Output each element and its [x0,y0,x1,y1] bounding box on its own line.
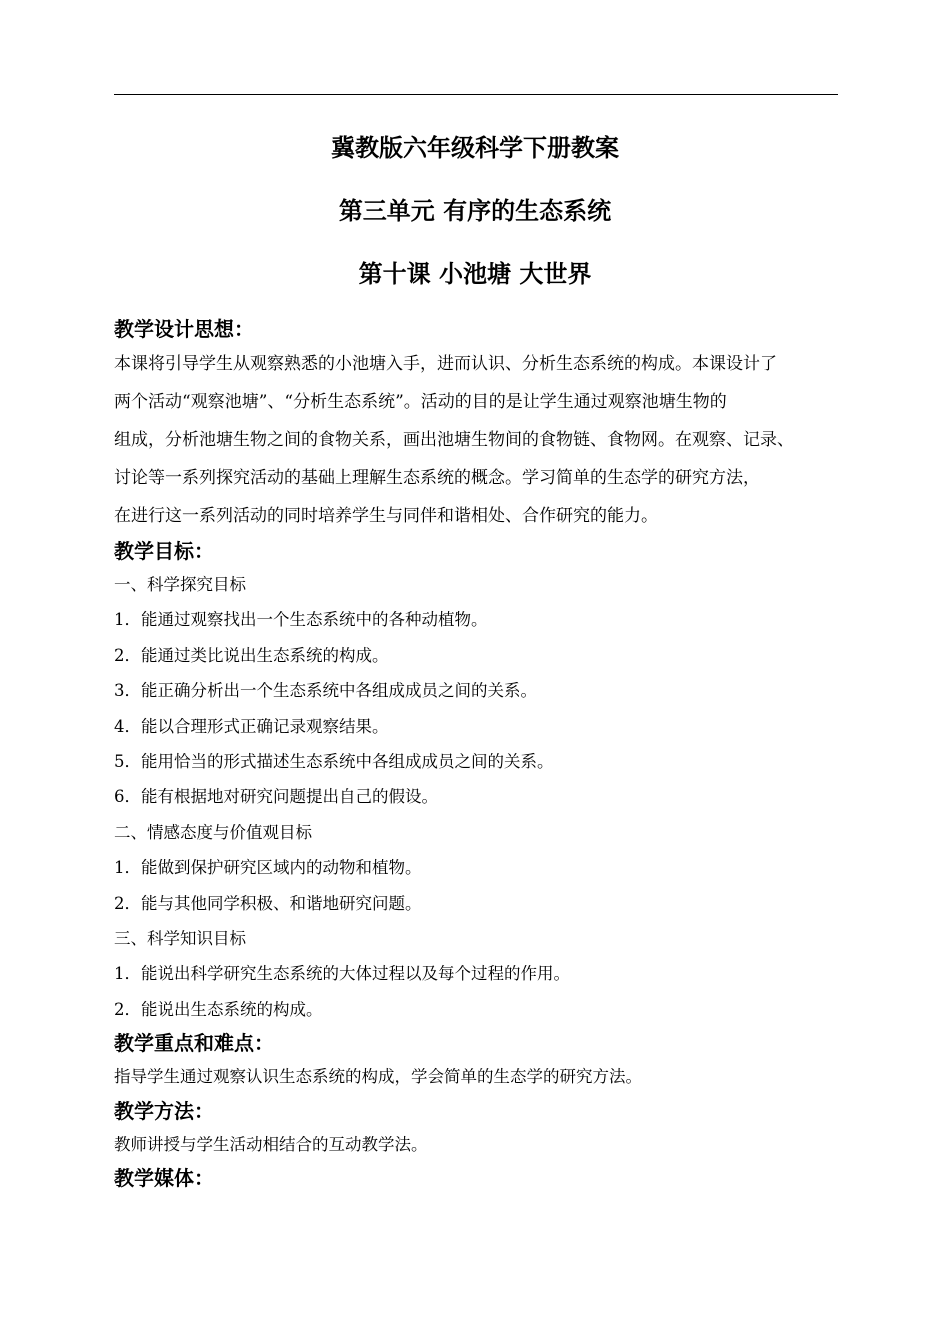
objective-category: 二、情感态度与价值观目标 [114,822,312,842]
key-points-text: 指导学生通过观察认识生态系统的构成，学会简单的生态学的研究方法。 [114,1067,642,1087]
objective-item: 2．能说出生态系统的构成。 [114,999,323,1019]
key-points-body [114,1059,838,1094]
objective-category: 三、科学知识目标 [114,929,246,949]
objectives-heading: 教学目标： [114,539,214,563]
key-points-heading: 教学重点和难点： [114,1031,274,1056]
objective-item: 2．能通过类比说出生态系统的构成。 [114,645,389,665]
design-idea-paragraph [114,345,838,535]
objective-item: 2．能与其他同学积极、和谐地研究问题。 [114,893,422,913]
objective-item: 6．能有根据地对研究问题提出自己的假设。 [114,787,438,807]
method-body [114,1127,838,1162]
objective-item: 3．能正确分析出一个生态系统中各组成成员之间的关系。 [114,681,537,701]
objective-item: 1．能做到保护研究区域内的动物和植物。 [114,858,422,878]
paragraph-line: 本课将引导学生从观察熟悉的小池塘入手，进而认识、分析生态系统的构成。本课设计了 [114,354,777,374]
header-rule [114,94,838,95]
objective-item: 4．能以合理形式正确记录观察结果。 [114,716,389,736]
document-body [114,313,838,1194]
paragraph-line: 在进行这一系列活动的同时培养学生与同伴和谐相处、合作研究的能力。 [114,506,658,526]
objectives-list [114,567,838,1027]
design-idea-heading: 教学设计思想： [114,317,254,341]
method-text: 教师讲授与学生活动相结合的互动教学法。 [114,1134,428,1154]
objective-item: 1．能通过观察找出一个生态系统中的各种动植物。 [114,610,488,630]
lesson-title: 第十课 小池塘 大世界 [358,259,592,288]
method-heading: 教学方法： [114,1098,214,1123]
objective-item: 1．能说出科学研究生态系统的大体过程以及每个过程的作用。 [114,964,570,984]
document-title: 冀教版六年级科学下册教案 [331,133,619,162]
media-heading: 教学媒体： [114,1166,214,1191]
objective-item: 5．能用恰当的形式描述生态系统中各组成成员之间的关系。 [114,752,554,772]
unit-title: 第三单元 有序的生态系统 [338,196,612,225]
objective-category: 一、科学探究目标 [114,575,246,594]
paragraph-line: 组成，分析池塘生物之间的食物关系，画出池塘生物间的食物链、食物网。在观察、记录、 [114,430,794,450]
paragraph-line: 讨论等一系列探究活动的基础上理解生态系统的概念。学习简单的生态学的研究方法， [114,468,760,488]
paragraph-line: 两个活动“观察池塘”、“分析生态系统”。活动的目的是让学生通过观察池塘生物的 [114,392,727,412]
